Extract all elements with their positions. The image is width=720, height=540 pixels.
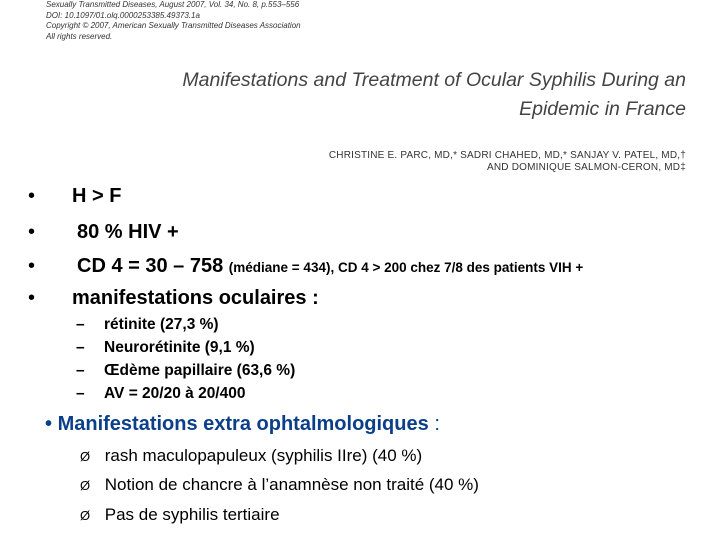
extra-item-text: Pas de syphilis tertiaire <box>104 505 280 524</box>
bullet-dot: • <box>45 413 53 435</box>
citation-copyright: Copyright © 2007, American Sexually Transmitted Diseases Association <box>46 21 301 30</box>
extra-item-text: rash maculopapuleux (syphilis IIre) (40 %) <box>104 446 423 465</box>
extra-item <box>80 444 422 469</box>
extra-item <box>80 473 479 498</box>
extra-ophthalmologic-heading <box>45 410 440 438</box>
ocular-item-text: rétinite (27,3 %) <box>104 316 219 333</box>
bullet-cd4-main: CD 4 = 30 – 758 <box>77 255 224 277</box>
citation-doi: DOI: 10.1097/01.olq.0000253385.49373.1a <box>46 10 200 20</box>
arrow-marker-icon: Ø <box>80 478 91 493</box>
article-title-line-2: Epidemic in France <box>519 98 686 120</box>
bullet-cd4-detail: (médiane = 434), CD 4 > 200 chez 7/8 des patients VIH + <box>228 260 584 275</box>
bullet-dot: • <box>28 255 36 277</box>
arrow-marker-icon: Ø <box>80 449 91 464</box>
article-title-line-1: Manifestations and Treatment of Ocular Syphilis During an <box>182 69 686 91</box>
dash-marker: – <box>76 362 85 379</box>
bullet-text: manifestations oculaires : <box>72 287 319 309</box>
bullet-text: 80 % HIV + <box>77 221 179 243</box>
bullet-text: H > F <box>72 185 122 207</box>
citation-rights: All rights reserved. <box>46 31 113 41</box>
ocular-item-text: Œdème papillaire (63,6 %) <box>104 362 296 379</box>
article-title <box>182 66 686 124</box>
authors-line-1: CHRISTINE E. PARC, MD,* SADRI CHAHED, MD,* SANJAY V. PATEL, MD,† <box>328 150 686 161</box>
extra-item <box>80 503 280 528</box>
citation-header <box>46 0 301 42</box>
extra-heading-label: Manifestations extra ophtalmologiques <box>57 413 429 435</box>
arrow-marker-icon: Ø <box>80 508 91 523</box>
ocular-item-text: AV = 20/20 à 20/400 <box>104 385 246 402</box>
dash-marker: – <box>76 385 85 402</box>
bullet-dot: • <box>28 185 36 207</box>
extra-heading-colon: : <box>434 413 440 435</box>
authors-line-2: AND DOMINIQUE SALMON-CERON, MD‡ <box>487 162 686 173</box>
dash-marker: – <box>76 316 85 333</box>
bullet-dot: • <box>28 221 36 243</box>
citation-journal: Sexually Transmitted Diseases, August 2007, Vol. 34, No. 8, p.553–556 <box>46 0 300 9</box>
article-authors <box>329 150 686 174</box>
bullet-dot: • <box>28 287 36 309</box>
extra-item-text: Notion de chancre à l’anamnèse non traité (40 %) <box>104 475 479 494</box>
ocular-item-text: Neurorétinite (9,1 %) <box>104 339 255 356</box>
dash-marker: – <box>76 339 85 356</box>
